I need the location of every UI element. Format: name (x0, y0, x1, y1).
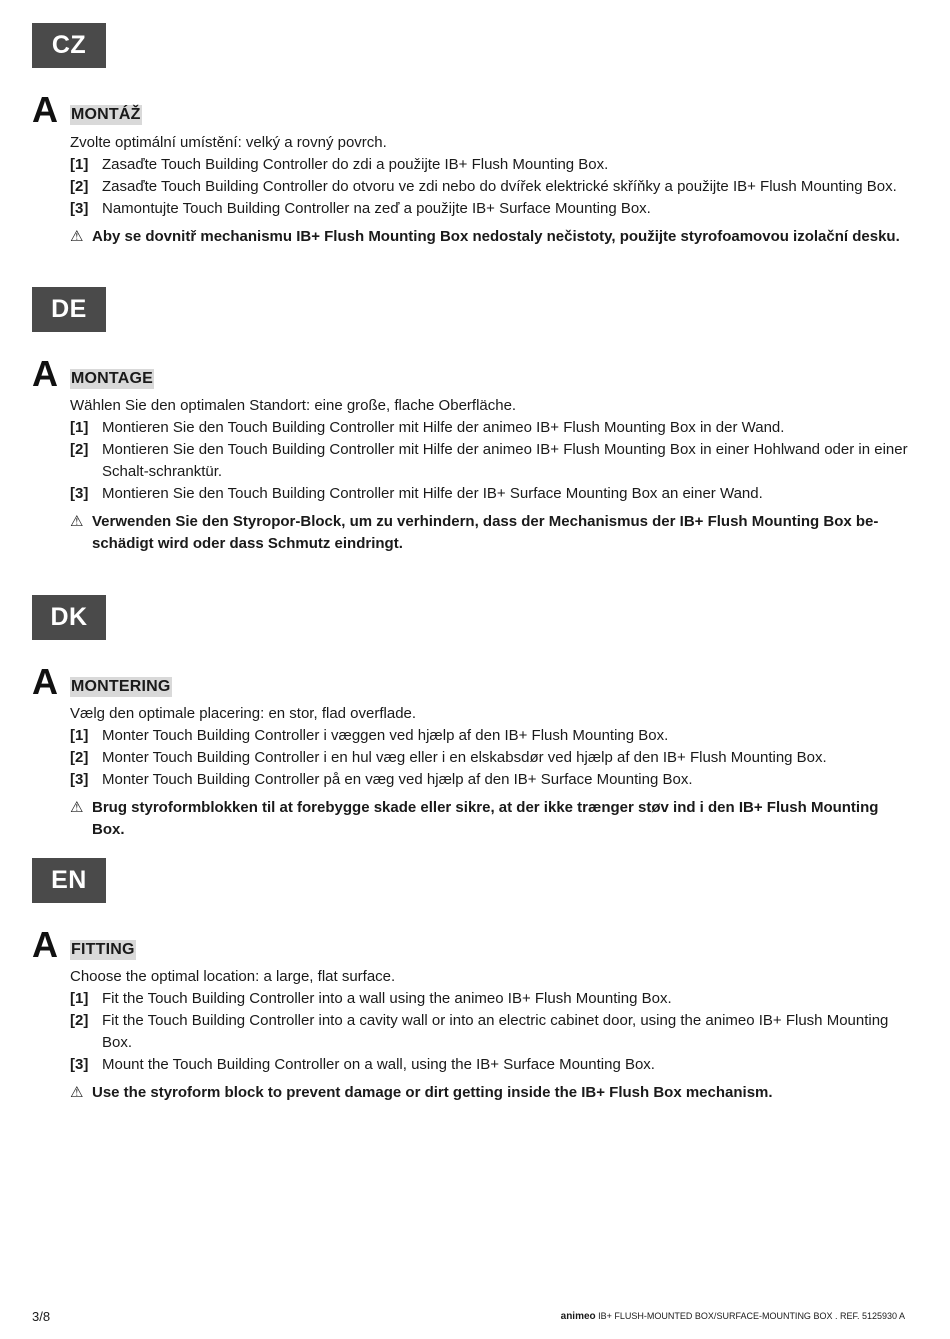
step-item (70, 198, 910, 220)
steps-list (70, 725, 910, 791)
figure-letter: A (32, 89, 58, 130)
step-text: Montieren Sie den Touch Building Controller mit Hilfe der animeo IB+ Flush Mounting Box in einer Hohlwand oder in einer Schalt-schranktür. (102, 441, 908, 480)
step-text: Fit the Touch Building Controller into a wall using the animeo IB+ Flush Mounting Box. (102, 990, 672, 1007)
warning-triangle-icon: ⚠ (70, 513, 84, 530)
language-badge: EN (32, 858, 106, 903)
warning-note (70, 511, 910, 555)
figure-letter: A (32, 353, 58, 394)
warning-text: Brug styroformblokken til at forebygge skade eller sikre, at der ikke trænger støv ind i den IB+ Flush Mounting Box. (92, 799, 879, 838)
step-item (70, 154, 910, 176)
section-body (70, 966, 910, 1104)
step-number: [2] (70, 178, 89, 195)
step-number: [2] (70, 1012, 89, 1029)
step-number: [2] (70, 749, 89, 766)
step-number: [3] (70, 485, 89, 502)
warning-text: Aby se dovnitř mechanismu IB+ Flush Mounting Box nedostaly nečistoty, použijte styrofoamovou izolační desku. (92, 228, 900, 245)
section-body (70, 132, 910, 248)
step-text: Monter Touch Building Controller på en væg ved hjælp af den IB+ Surface Mounting Box. (102, 771, 693, 788)
warning-triangle-icon: ⚠ (70, 799, 84, 816)
step-item (70, 1010, 910, 1054)
step-number: [3] (70, 1056, 89, 1073)
section-heading (32, 353, 912, 397)
page-number: 3/8 (32, 1309, 51, 1324)
step-item (70, 176, 910, 198)
step-text: Montieren Sie den Touch Building Controller mit Hilfe der IB+ Surface Mounting Box an einer Wand. (102, 485, 763, 502)
section-heading (32, 89, 912, 133)
section-body (70, 395, 910, 555)
section-body (70, 703, 910, 841)
warning-text: Use the styroform block to prevent damage or dirt getting inside the IB+ Flush Box mechanism. (92, 1084, 773, 1101)
steps-list (70, 988, 910, 1076)
warning-text: Verwenden Sie den Styropor-Block, um zu verhindern, dass der Mechanismus der IB+ Flush Mounting Box be-schädigt wird oder dass Schmutz eindringt. (92, 513, 879, 552)
document-reference: IB+ FLUSH-MOUNTED BOX/SURFACE-MOUNTING BOX . REF. 5125930 A (598, 1311, 905, 1321)
language-badge: DK (32, 595, 106, 640)
step-text: Montieren Sie den Touch Building Controller mit Hilfe der animeo IB+ Flush Mounting Box in der Wand. (102, 419, 785, 436)
heading-title: MONTAGE (71, 370, 153, 387)
heading-title: MONTÁŽ (71, 106, 141, 123)
heading-title: FITTING (71, 941, 135, 958)
step-text: Mount the Touch Building Controller on a wall, using the IB+ Surface Mounting Box. (102, 1056, 655, 1073)
step-number: [1] (70, 990, 89, 1007)
step-text: Fit the Touch Building Controller into a cavity wall or into an electric cabinet door, using the animeo IB+ Flush Mounting Box. (102, 1012, 889, 1051)
step-number: [3] (70, 200, 89, 217)
step-item (70, 988, 910, 1010)
warning-note (70, 226, 910, 248)
step-number: [1] (70, 156, 89, 173)
intro-text: Vælg den optimale placering: en stor, flad overflade. (70, 705, 417, 722)
intro-text: Choose the optimal location: a large, flat surface. (70, 968, 396, 985)
step-number: [1] (70, 727, 89, 744)
step-text: Zasaďte Touch Building Controller do otvoru ve zdi nebo do dvířek elektrické skříňky a použijte IB+ Flush Mounting Box. (102, 178, 897, 195)
section-heading (32, 924, 912, 968)
warning-note (70, 1082, 910, 1104)
heading-title: MONTERING (71, 678, 171, 695)
steps-list (70, 417, 910, 505)
footer-reference (561, 1311, 905, 1322)
step-item (70, 1054, 910, 1076)
warning-triangle-icon: ⚠ (70, 1084, 84, 1101)
figure-letter: A (32, 924, 58, 965)
warning-note (70, 797, 910, 841)
step-text: Namontujte Touch Building Controller na zeď a použijte IB+ Surface Mounting Box. (102, 200, 651, 217)
language-badge: DE (32, 287, 106, 332)
step-item (70, 483, 910, 505)
section-heading (32, 661, 912, 705)
step-number: [2] (70, 441, 89, 458)
step-item (70, 747, 910, 769)
step-item (70, 439, 910, 483)
step-item (70, 725, 910, 747)
step-number: [3] (70, 771, 89, 788)
warning-triangle-icon: ⚠ (70, 228, 84, 245)
step-text: Monter Touch Building Controller i væggen ved hjælp af den IB+ Flush Mounting Box. (102, 727, 669, 744)
step-text: Zasaďte Touch Building Controller do zdi a použijte IB+ Flush Mounting Box. (102, 156, 609, 173)
language-badge: CZ (32, 23, 106, 68)
intro-text: Wählen Sie den optimalen Standort: eine große, flache Oberfläche. (70, 397, 517, 414)
intro-text: Zvolte optimální umístění: velký a rovný povrch. (70, 134, 387, 151)
step-number: [1] (70, 419, 89, 436)
step-item (70, 417, 910, 439)
figure-letter: A (32, 661, 58, 702)
step-item (70, 769, 910, 791)
steps-list (70, 154, 910, 220)
step-text: Monter Touch Building Controller i en hul væg eller i en elskabsdør ved hjælp af den IB+ Flush Mounting Box. (102, 749, 827, 766)
brand-name: animeo (560, 1311, 596, 1322)
